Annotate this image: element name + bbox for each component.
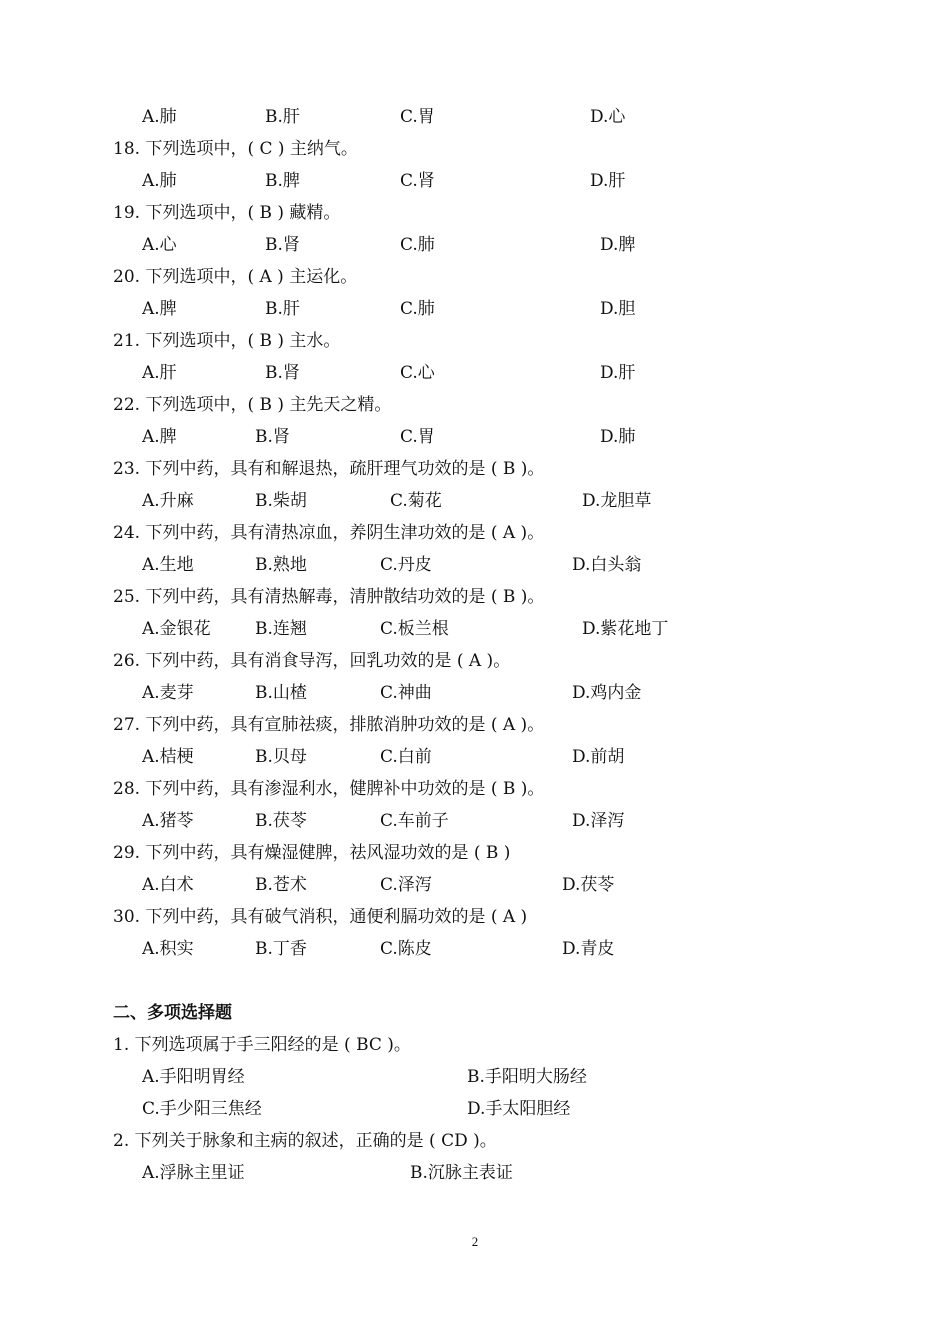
question-text: 30. 下列中药，具有破气消积，通便利膈功效的是 ( A ) (113, 907, 528, 927)
question-text: 28. 下列中药，具有渗湿利水，健脾补中功效的是 ( B )。 (113, 779, 545, 799)
option: A.白术 (142, 875, 194, 895)
option: B.苍术 (255, 875, 307, 895)
option: B.肝 (265, 299, 300, 319)
options-19 (0, 229, 950, 261)
option: C.心 (400, 363, 435, 383)
question-text: 19. 下列选项中，( B ) 藏精。 (113, 203, 341, 223)
option: B.脾 (265, 171, 300, 191)
options-28 (0, 805, 950, 837)
option: A.猪苓 (142, 811, 194, 831)
option: B.肾 (265, 363, 300, 383)
option: B.肝 (265, 107, 300, 127)
options-29 (0, 869, 950, 901)
option: A.脾 (142, 427, 177, 447)
option: D.肝 (590, 171, 626, 191)
option: D.白头翁 (572, 555, 642, 575)
question-19 (0, 197, 950, 229)
option: A.积实 (142, 939, 194, 959)
options-24 (0, 549, 950, 581)
options-26 (0, 677, 950, 709)
option: C.胃 (400, 427, 435, 447)
option: C.肺 (400, 299, 435, 319)
option: A.浮脉主里证 (142, 1163, 245, 1183)
option: D.肝 (600, 363, 636, 383)
question-text: 27. 下列中药，具有宣肺祛痰，排脓消肿功效的是 ( A )。 (113, 715, 545, 735)
question-18 (0, 133, 950, 165)
mc-options-2-row-1 (0, 1157, 950, 1189)
question-text: 22. 下列选项中，( B ) 主先天之精。 (113, 395, 392, 415)
option: D.茯苓 (562, 875, 615, 895)
question-text: 25. 下列中药，具有清热解毒，清肿散结功效的是 ( B )。 (113, 587, 545, 607)
options-27 (0, 741, 950, 773)
option: C.手少阳三焦经 (142, 1099, 262, 1119)
option: B.贝母 (255, 747, 307, 767)
option: A.心 (142, 235, 177, 255)
mc-options-1-row-1 (0, 1061, 950, 1093)
option: B.肾 (255, 427, 290, 447)
options-30 (0, 933, 950, 965)
option: B.茯苓 (255, 811, 307, 831)
question-text: 1. 下列选项属于手三阳经的是 ( BC )。 (113, 1035, 411, 1055)
option: B.山楂 (255, 683, 307, 703)
option: A.桔梗 (142, 747, 194, 767)
question-20 (0, 261, 950, 293)
question-text: 21. 下列选项中，( B ) 主水。 (113, 331, 341, 351)
option: D.泽泻 (572, 811, 625, 831)
option: A.手阳明胃经 (142, 1067, 245, 1087)
options-20 (0, 293, 950, 325)
option: D.心 (590, 107, 626, 127)
option: D.前胡 (572, 747, 625, 767)
option: D.手太阳胆经 (467, 1099, 571, 1119)
question-text: 23. 下列中药，具有和解退热，疏肝理气功效的是 ( B )。 (113, 459, 545, 479)
question-24 (0, 517, 950, 549)
option: A.生地 (142, 555, 194, 575)
option: B.柴胡 (255, 491, 307, 511)
question-29 (0, 837, 950, 869)
question-25 (0, 581, 950, 613)
option: C.泽泻 (380, 875, 432, 895)
question-28 (0, 773, 950, 805)
options-25 (0, 613, 950, 645)
option: C.陈皮 (380, 939, 432, 959)
option: B.肾 (265, 235, 300, 255)
option: C.神曲 (380, 683, 432, 703)
option: D.胆 (600, 299, 636, 319)
option: D.龙胆草 (582, 491, 652, 511)
option: D.脾 (600, 235, 636, 255)
mc-question-2 (0, 1125, 950, 1157)
options-21 (0, 357, 950, 389)
option: D.紫花地丁 (582, 619, 669, 639)
option: C.肾 (400, 171, 435, 191)
option: C.丹皮 (380, 555, 432, 575)
option: A.肺 (142, 171, 177, 191)
question-text: 2. 下列关于脉象和主病的叙述，正确的是 ( CD )。 (113, 1131, 497, 1151)
option: A.肺 (142, 107, 177, 127)
option: A.肝 (142, 363, 177, 383)
top-options-row (0, 101, 950, 133)
option: A.脾 (142, 299, 177, 319)
question-text: 26. 下列中药，具有消食导泻，回乳功效的是 ( A )。 (113, 651, 511, 671)
option: D.肺 (600, 427, 636, 447)
option: C.板兰根 (380, 619, 449, 639)
mc-question-1 (0, 1029, 950, 1061)
option: A.金银花 (142, 619, 211, 639)
option: C.车前子 (380, 811, 449, 831)
option: C.菊花 (390, 491, 442, 511)
option: C.白前 (380, 747, 432, 767)
options-18 (0, 165, 950, 197)
option: B.连翘 (255, 619, 307, 639)
question-22 (0, 389, 950, 421)
question-text: 29. 下列中药，具有燥湿健脾，祛风湿功效的是 ( B ) (113, 843, 511, 863)
question-27 (0, 709, 950, 741)
option: B.丁香 (255, 939, 307, 959)
question-text: 20. 下列选项中，( A ) 主运化。 (113, 267, 358, 287)
question-30 (0, 901, 950, 933)
option: D.鸡内金 (572, 683, 642, 703)
option: B.熟地 (255, 555, 307, 575)
question-26 (0, 645, 950, 677)
option: A.升麻 (142, 491, 194, 511)
question-text: 18. 下列选项中，( C ) 主纳气。 (113, 139, 358, 159)
page-number: 2 (471, 1234, 479, 1249)
options-22 (0, 421, 950, 453)
option: A.麦芽 (142, 683, 194, 703)
question-text: 24. 下列中药，具有清热凉血，养阴生津功效的是 ( A )。 (113, 523, 545, 543)
mc-options-1-row-2 (0, 1093, 950, 1125)
option: D.青皮 (562, 939, 615, 959)
option: B.沉脉主表证 (410, 1163, 513, 1183)
section-title: 二、多项选择题 (113, 1003, 232, 1023)
question-23 (0, 453, 950, 485)
option: C.胃 (400, 107, 435, 127)
option: C.肺 (400, 235, 435, 255)
question-21 (0, 325, 950, 357)
options-23 (0, 485, 950, 517)
option: B.手阳明大肠经 (467, 1067, 587, 1087)
